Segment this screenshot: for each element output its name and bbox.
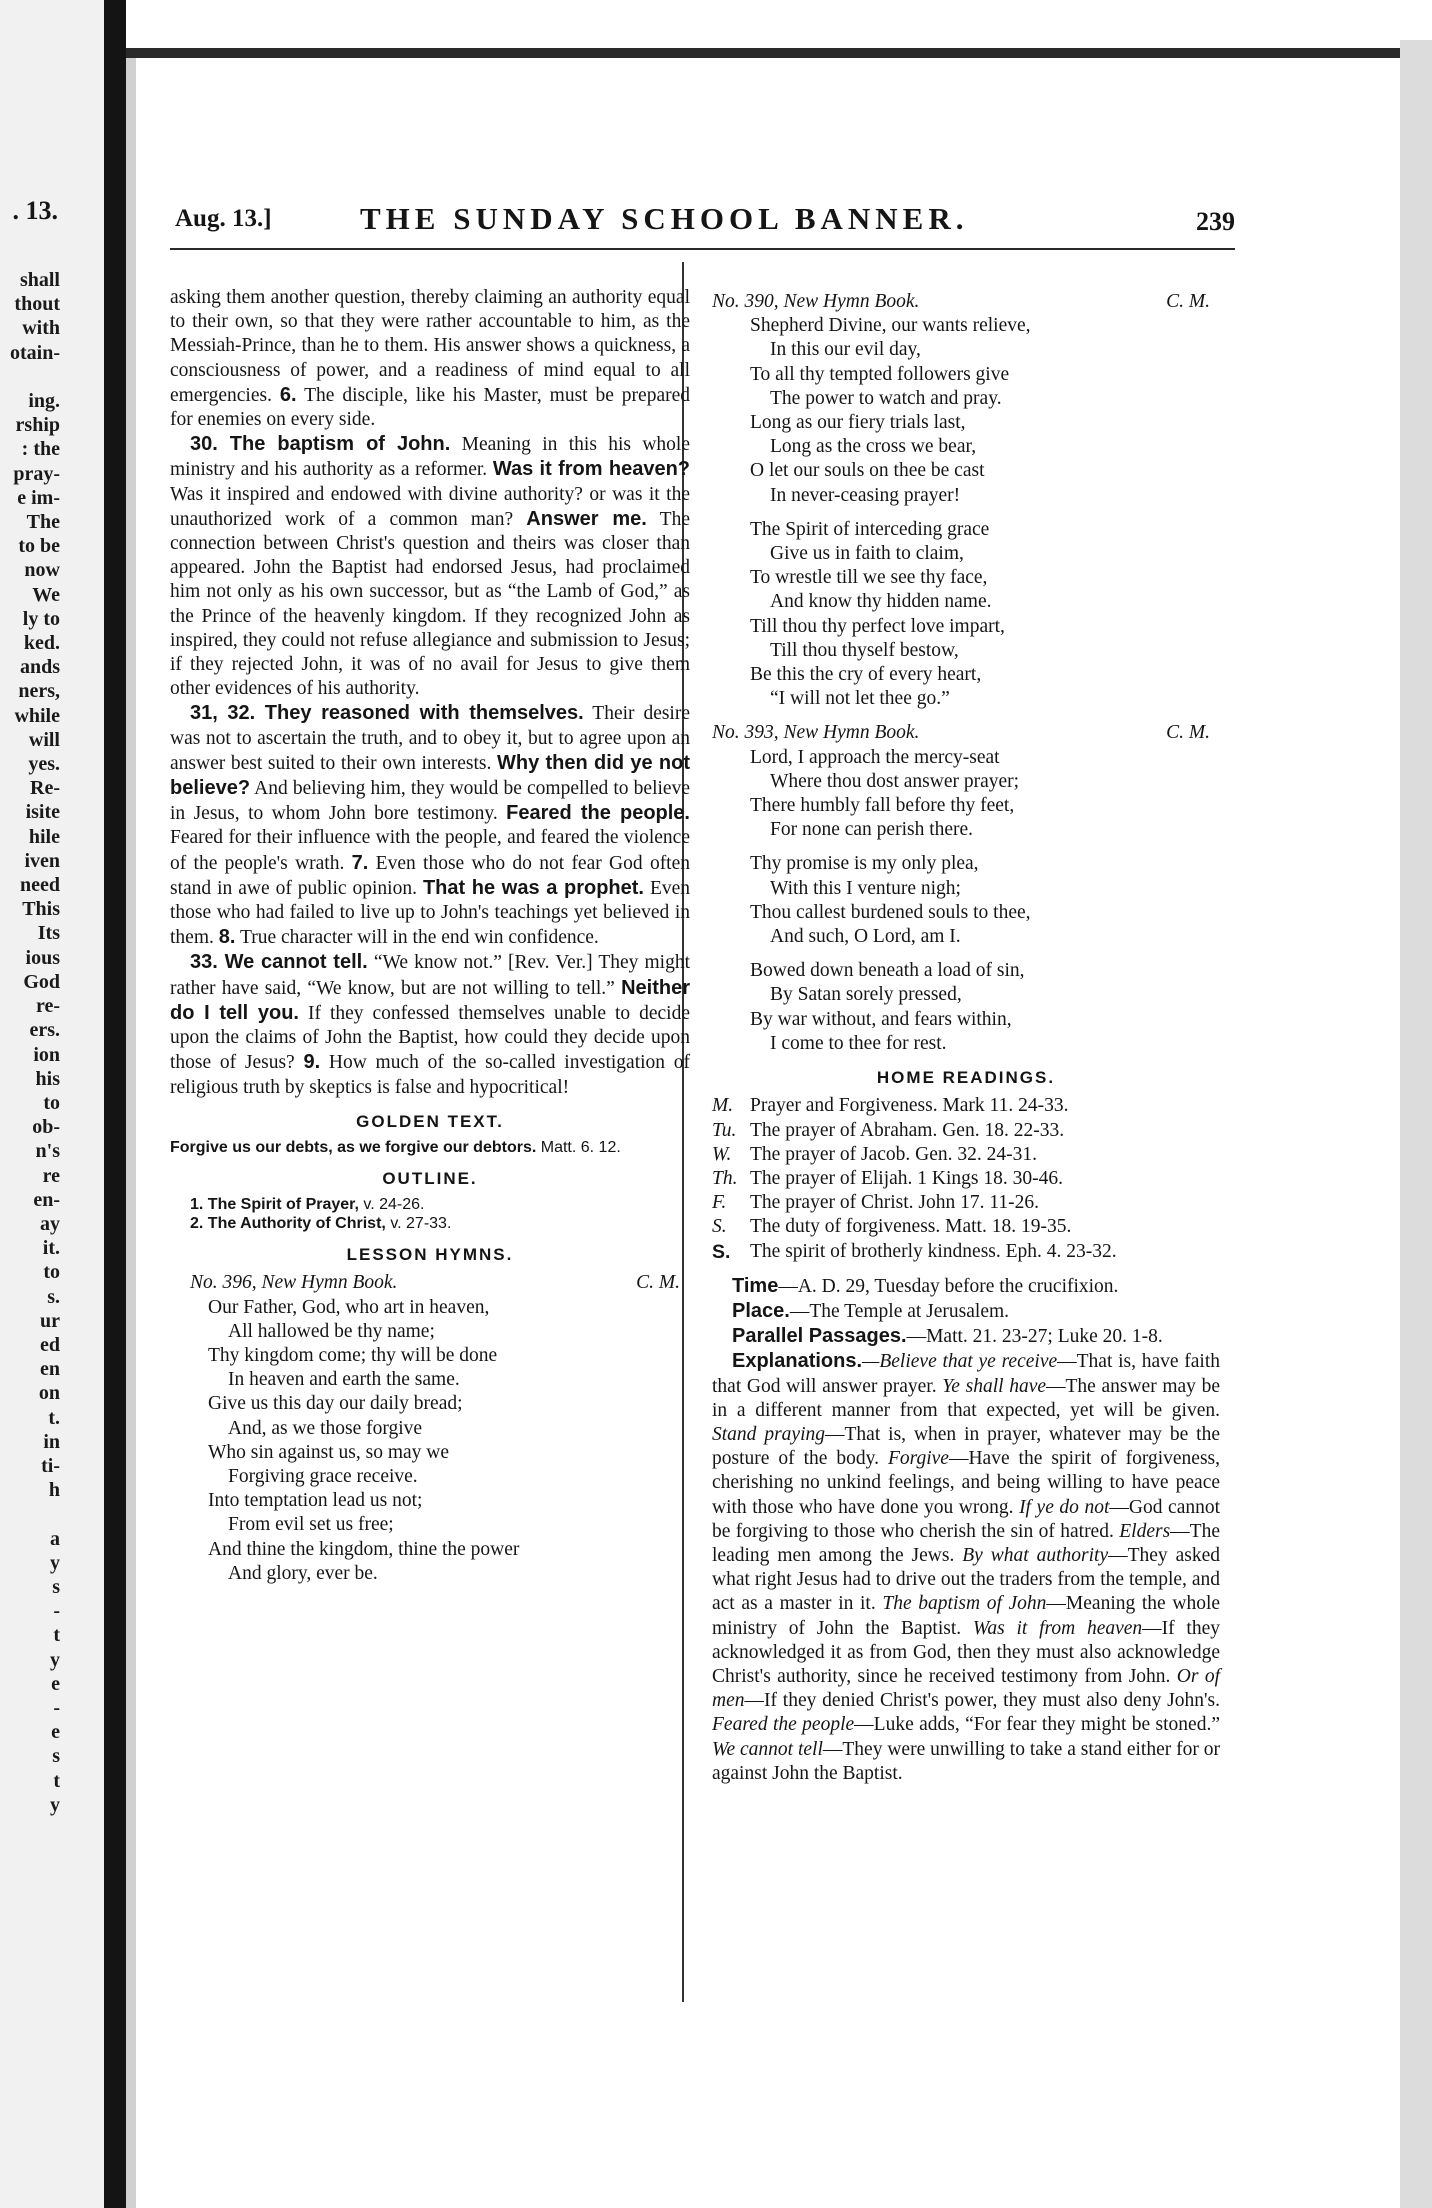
parallel-line: Parallel Passages.—Matt. 21. 23-27; Luke 20. 1-8. (732, 1325, 1163, 1348)
outline-heading: OUTLINE. (382, 1168, 478, 1188)
previous-page-fragment: ob- (32, 1116, 60, 1139)
previous-page-fragment: t (53, 1624, 60, 1647)
previous-page-fragment: with (22, 317, 60, 340)
hymn-390-heading: No. 390, New Hymn Book. C. M. (712, 291, 1210, 312)
previous-page-fragment: while (14, 704, 60, 727)
previous-page-fragment: Re- (30, 777, 60, 800)
previous-page-fragment: ly to (22, 607, 60, 630)
previous-page-fragment: re (42, 1164, 60, 1187)
hymn-line: Till thou thy perfect love impart, (750, 615, 1005, 637)
header-title: THE SUNDAY SCHOOL BANNER. (360, 201, 969, 236)
home-readings-heading: HOME READINGS. (876, 1068, 1056, 1088)
header-date: Aug. 13.] (175, 205, 272, 232)
previous-page-fragment: hile (28, 825, 60, 848)
previous-page-fragment: re- (35, 995, 60, 1018)
previous-page-fragment: en- (33, 1188, 60, 1211)
previous-page-fragment: ands (19, 656, 60, 679)
previous-page-fragment: : the (21, 438, 60, 461)
previous-page-fragment: isite (25, 801, 60, 824)
reading-day: W. (712, 1143, 732, 1165)
hymn-line: Give us in faith to claim, (770, 543, 964, 565)
hymn-line: All hallowed be thy name; (228, 1320, 435, 1342)
previous-page-fragment: t (53, 1769, 60, 1792)
previous-page-fragment: pray- (13, 462, 60, 485)
reading-day: S. (712, 1240, 731, 1263)
previous-page-fragment: shall (19, 269, 60, 291)
previous-page-fragment: The (26, 511, 60, 534)
previous-page-number: . 13. (12, 196, 58, 225)
reading-day: F. (712, 1192, 727, 1214)
previous-page-fragment: t. (48, 1406, 60, 1429)
previous-page-fragment: rship (15, 414, 60, 437)
left-column (170, 286, 690, 1586)
previous-page-fragment: Its (37, 922, 60, 945)
reading-text: Prayer and Forgiveness. Mark 11. 24-33. (750, 1095, 1069, 1117)
stanza-gap (712, 842, 1220, 852)
hymn-line: Lord, I approach the mercy-seat (750, 746, 1000, 768)
right-column (712, 286, 1220, 1786)
hymn-line: The power to watch and pray. (770, 387, 1002, 409)
previous-page-fragment: ur (40, 1309, 60, 1332)
lesson-hymns-heading: LESSON HYMNS. (346, 1245, 514, 1265)
hymn-line: And glory, ever be. (228, 1562, 378, 1584)
previous-page-fragment: We (32, 583, 60, 606)
hymn-line: Where thou dost answer prayer; (770, 770, 1020, 792)
verse-31-commentary: 31, 32. They reasoned with themselves. Their desire was not to ascertain the truth, and to obey it, but to agree upon an answer best suited to their own interests. Why then did ye not believe? And believing him, they would be compelled to believe in Jesus, to whom John bore testimony. Feared the people. Feared for their influence with the people, and feared the violence of the people's wrath. 7. Even those who do not fear God often stand in awe of public opinion. That he was a prophet. Even those who had failed to live up to John's teachings yet believed in them. 8. True character will in the end win confidence. (170, 702, 691, 949)
hymn-line: And thine the kingdom, thine the power (208, 1538, 520, 1560)
previous-page-fragment: - (53, 1600, 60, 1623)
hymn-line: Thy kingdom come; thy will be done (208, 1344, 498, 1366)
previous-page-fragment: in (43, 1430, 60, 1453)
hymn-line: Into temptation lead us not; (208, 1490, 423, 1512)
previous-page-fragment: - (53, 1696, 60, 1719)
previous-page-fragment: a (50, 1527, 60, 1550)
hymn-line: And know thy hidden name. (770, 591, 992, 613)
reading-text: The prayer of Abraham. Gen. 18. 22-33. (750, 1119, 1065, 1141)
reading-row (712, 1240, 1220, 1264)
reading-day: Tu. (712, 1119, 737, 1141)
previous-page-fragment: en (40, 1358, 60, 1381)
previous-page-fragment: This (22, 898, 60, 921)
previous-page-fragment: y (50, 1648, 60, 1671)
previous-page-fragment: s (52, 1575, 60, 1598)
reading-text: The prayer of Elijah. 1 Kings 18. 30-46. (750, 1167, 1064, 1189)
verse-33-commentary: 33. We cannot tell. “We know not.” [Rev. Ver.] They might rather have said, “We know, but are not willing to tell.” Neither do I tell you. If they confessed themselves unable to decide upon the claims of John the Baptist, how could they decide upon those of Jesus? 9. How much of the so-called investigation of religious truth by skeptics is false and hypocritical! (170, 951, 691, 1098)
previous-page-fragment: now (24, 559, 60, 582)
golden-text: Forgive us our debts, as we forgive our debtors. Matt. 6. 12. (170, 1138, 621, 1156)
golden-text-heading: GOLDEN TEXT. (356, 1111, 504, 1131)
page-header (175, 201, 1235, 245)
hymn-line: Till thou thyself bestow, (770, 639, 959, 661)
previous-page-fragment: y (50, 1793, 60, 1816)
hymn-line: And such, O Lord, am I. (770, 926, 961, 948)
hymn-line: With this I venture nigh; (770, 877, 961, 899)
previous-page-fragment: ing. (28, 390, 60, 413)
previous-page-fragment: h (48, 1479, 60, 1502)
hymn-line: To all thy tempted followers give (750, 363, 1010, 385)
previous-page-fragment: ners, (18, 680, 60, 703)
previous-page-fragment: his (35, 1067, 60, 1090)
hymn-line: By war without, and fears within, (750, 1008, 1012, 1030)
previous-page-fragment: ious (25, 946, 60, 969)
previous-page-fragment: e (51, 1672, 60, 1695)
previous-page-fragment: s (52, 1745, 60, 1768)
reading-text: The prayer of Jacob. Gen. 32. 24-31. (750, 1143, 1037, 1165)
previous-page-fragment: iven (24, 849, 60, 872)
hymn-line: For none can perish there. (770, 819, 974, 841)
previous-page-fragment: ti- (41, 1454, 60, 1477)
lesson-meta (712, 1274, 1220, 1350)
hymn-line: Who sin against us, so may we (208, 1441, 450, 1463)
hymn-393-lines (712, 746, 1220, 1056)
previous-page-fragment: on (38, 1382, 60, 1405)
hymn-line: Our Father, God, who art in heaven, (208, 1296, 490, 1318)
previous-page-fragments (0, 268, 60, 1817)
previous-page-fragment: e (51, 1721, 60, 1744)
previous-page-fragment: ed (40, 1333, 60, 1356)
hymn-line: “I will not let thee go.” (770, 688, 950, 710)
stanza-gap (712, 508, 1220, 518)
reading-row (712, 1094, 1220, 1118)
previous-page-fragment: thout (14, 293, 60, 316)
previous-page-fragment: need (20, 874, 60, 897)
time-line: Time—A. D. 29, Tuesday before the crucifixion. (732, 1274, 1119, 1297)
reading-day: S. (712, 1216, 727, 1238)
previous-page-fragment: n's (35, 1140, 60, 1163)
hymn-line: In this our evil day, (770, 339, 921, 361)
previous-page-fragment: yes. (28, 753, 60, 776)
hymn-line: In heaven and earth the same. (228, 1369, 460, 1391)
reading-text: The prayer of Christ. John 17. 11-26. (750, 1192, 1040, 1214)
hymn-393-heading: No. 393, New Hymn Book. C. M. (712, 722, 1210, 744)
previous-page-fragment: ked. (23, 632, 60, 655)
reading-row (712, 1119, 1220, 1143)
reading-row (712, 1191, 1220, 1215)
hymn-line: Thou callest burdened souls to thee, (750, 901, 1031, 923)
hymn-line: To wrestle till we see thy face, (750, 567, 988, 589)
reading-day: M. (712, 1095, 734, 1117)
previous-page-fragment: y (50, 1551, 60, 1574)
previous-page-fragment: to (43, 1091, 60, 1114)
previous-page-fragment: ay (40, 1212, 60, 1235)
previous-page-fragment (0, 365, 60, 389)
hymn-line: Be this the cry of every heart, (750, 664, 982, 686)
reading-row (712, 1143, 1220, 1167)
reading-text: The spirit of brotherly kindness. Eph. 4. 23-32. (750, 1240, 1117, 1262)
outline-item-1: 1. The Spirit of Prayer, v. 24-26. (190, 1196, 425, 1214)
hymn-line: Bowed down beneath a load of sin, (750, 960, 1025, 982)
hymn-396-lines (170, 1296, 690, 1586)
hymn-line: Shepherd Divine, our wants relieve, (750, 315, 1031, 337)
previous-page-fragment: e im- (17, 486, 60, 509)
previous-page-fragment: s. (47, 1285, 60, 1308)
hymn-line: By Satan sorely pressed, (770, 984, 962, 1006)
previous-page-fragment: it. (42, 1237, 60, 1260)
hymn-line: Forgiving grace receive. (228, 1465, 418, 1487)
hymn-line: O let our souls on thee be cast (750, 460, 985, 482)
hymn-line: Thy promise is my only plea, (750, 853, 979, 875)
previous-page-fragment (0, 1502, 60, 1526)
hymn-line: The Spirit of interceding grace (750, 518, 990, 540)
hymn-line: Give us this day our daily bread; (208, 1393, 463, 1415)
previous-page-fragment: God (23, 970, 60, 993)
reading-day: Th. (712, 1167, 738, 1189)
hymn-line: In never-ceasing prayer! (770, 484, 961, 506)
outline-item-2: 2. The Authority of Christ, v. 27-33. (190, 1215, 452, 1233)
previous-page-fragment: ion (33, 1043, 60, 1066)
hymn-390-lines (712, 314, 1220, 711)
previous-page-fragment: ers. (29, 1019, 60, 1042)
hymn-line: There humbly fall before thy feet, (750, 795, 1015, 817)
previous-page-fragment: to (43, 1261, 60, 1284)
explanations-paragraph: Explanations.—Believe that ye receive—That is, have faith that God will answer prayer. Ye shall have—The answer may be in a different manner from that expected, yet will be given. Stand praying—That is, when in prayer, whatever may be the posture of the body. Forgive—Have the spirit of forgiveness, cherishing no unkind feelings, and being willing to have peace with those who have done you wrong. If ye do not—God cannot be forgiving to those who cherish the sin of hatred. Elders—The leading men among the Jews. By what authority—They asked what right Jesus had to drive out the traders from the temple, and act as a master in it. The baptism of John—Meaning the whole ministry of John the Baptist. Was it from heaven—If they acknowledged it as from God, then they must also acknowledge Christ's authority, since he received testimony from John. Or of men—If they denied Christ's power, they must also deny John's. Feared the people—Luke adds, “For fear they might be stoned.” We cannot tell—They were unwilling to take a stand either for or against John the Baptist. (712, 1350, 1221, 1784)
place-line: Place.—The Temple at Jerusalem. (732, 1299, 1010, 1322)
reading-row (712, 1167, 1220, 1191)
stanza-gap (712, 949, 1220, 959)
previous-page-fragment: will (28, 728, 60, 751)
page-number: 239 (1196, 207, 1235, 236)
hymn-line: I come to thee for rest. (770, 1032, 947, 1054)
previous-page-fragment: to be (18, 535, 60, 558)
hymn-line: Long as our fiery trials last, (750, 412, 966, 434)
hymn-line: And, as we those forgive (228, 1417, 423, 1439)
commentary-paragraph: asking them another question, thereby claiming an authority equal to their own, so that they were rather accountable to him, as the Messiah-Prince, than he to them. His answer shows a quickness, a consciousness of power, and a readiness of mind equal to all emergencies. 6. The disciple, like his Master, must be prepared for enemies on every side. (170, 287, 690, 431)
previous-page-fragment: otain- (10, 341, 60, 364)
reading-row (712, 1215, 1220, 1239)
verse-30-commentary: 30. The baptism of John. Meaning in this his whole ministry and his authority as a reformer. Was it from heaven? Was it inspired and endowed with divine authority? or was it the unauthorized work of a common man? Answer me. The connection between Christ's question and theirs was closer than appeared. John the Baptist had endorsed Jesus, had proclaimed him not only as his own successor, but as “the Lamb of God,” as the Prince of the heavenly kingdom. If they recognized John as inspired, they could not refuse allegiance and submission to Jesus; if they rejected John, it was of no avail for Jesus to give them other evidences of his authority. (170, 433, 691, 700)
home-readings-list (712, 1094, 1220, 1263)
header-rule (170, 248, 1235, 250)
hymn-line: From evil set us free; (228, 1514, 394, 1536)
hymn-396-heading: No. 396, New Hymn Book. C. M. (190, 1272, 680, 1294)
hymn-line: Long as the cross we bear, (770, 436, 977, 458)
reading-text: The duty of forgiveness. Matt. 18. 19-35. (750, 1216, 1072, 1238)
